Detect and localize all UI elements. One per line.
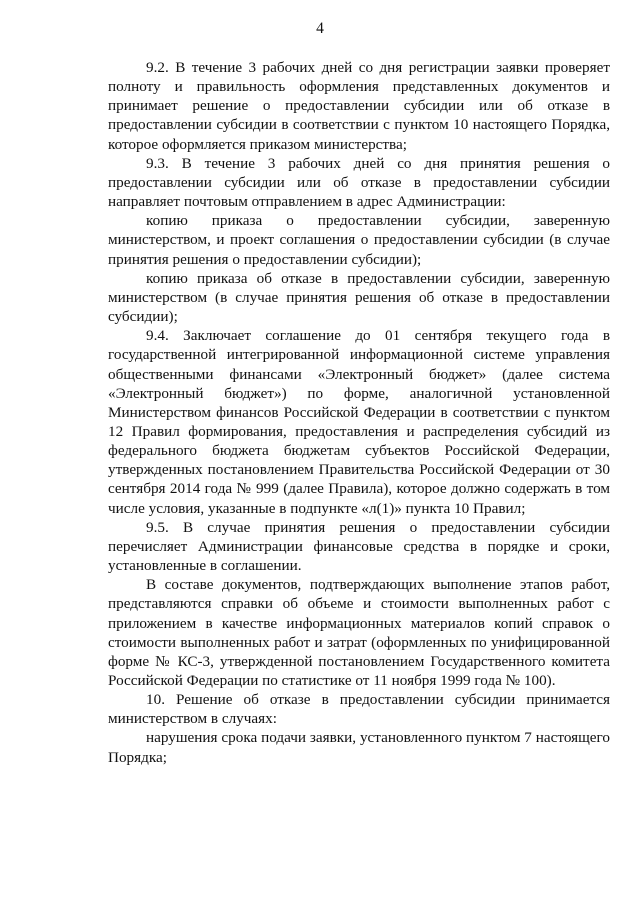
paragraph-9-2: 9.2. В течение 3 рабочих дней со дня регистрации заявки проверяет полноту и правильность оформления представленных документов и принимает решение о предоставлении субсидии или об отказе в предоставлении субсидии в соответствии с пунктом 10 настоящего Порядка, которое оформляется приказом министерства;	[108, 59, 610, 153]
paragraph-9-4: 9.4. Заключает соглашение до 01 сентября текущего года в государственной интегрированной информационной системе управления общественными финансами «Электронный бюджет» (далее система «Электронный бюджет») по форме, аналогичной установленной Министерством финансов Российской Федерации в соответствии с пунктом 12 Правил формирования, предоставления и распределения субсидий из федерального бюджета бюджетам субъектов Российской Федерации, утвержденных постановлением Правительства Российской Федерации от 30 сентября 2014 года № 999 (далее Правила), которое должно содержать в том числе условия, указанные в подпункте «л(1)» пункта 10 Правил;	[108, 327, 610, 517]
paragraph-10: 10. Решение об отказе в предоставлении субсидии принимается министерством в случаях:	[108, 691, 610, 728]
paragraph-9-5: 9.5. В случае принятия решения о предоставлении субсидии перечисляет Администрации финансовые средства в порядке и сроки, установленные в соглашении.	[108, 518, 610, 575]
paragraph-10-deadline-violation: нарушения срока подачи заявки, установленного пунктом 7 настоящего Порядка;	[108, 729, 610, 766]
paragraph-9-3-copy-grant-order: копию приказа о предоставлении субсидии, заверенную министерством, и проект соглашения о предоставлении субсидии (в случае принятия решения о предоставлении субсидии);	[108, 212, 610, 268]
paragraph-documents-composition: В составе документов, подтверждающих выполнение этапов работ, представляются справки об объеме и стоимости выполненных работ с приложением в качестве информационных материалов копий справок о стоимости выполненных работ и затрат (оформленных по унифицированной форме № КС-3, утвержденной постановлением Государственного комитета Российской Федерации по статистике от 11 ноября 1999 года № 100).	[108, 576, 610, 689]
paragraph-9-3-copy-refusal-order: копию приказа об отказе в предоставлении субсидии, заверенную министерством (в случае принятия решения об отказе в предоставлении субсидии);	[108, 269, 610, 326]
page-number: 4	[316, 20, 324, 37]
paragraph-9-3: 9.3. В течение 3 рабочих дней со дня принятия решения о предоставлении субсидии или об отказе в предоставлении субсидии направляет почтовым отправлением в адрес Администрации:	[108, 154, 610, 211]
document-body	[108, 58, 610, 767]
